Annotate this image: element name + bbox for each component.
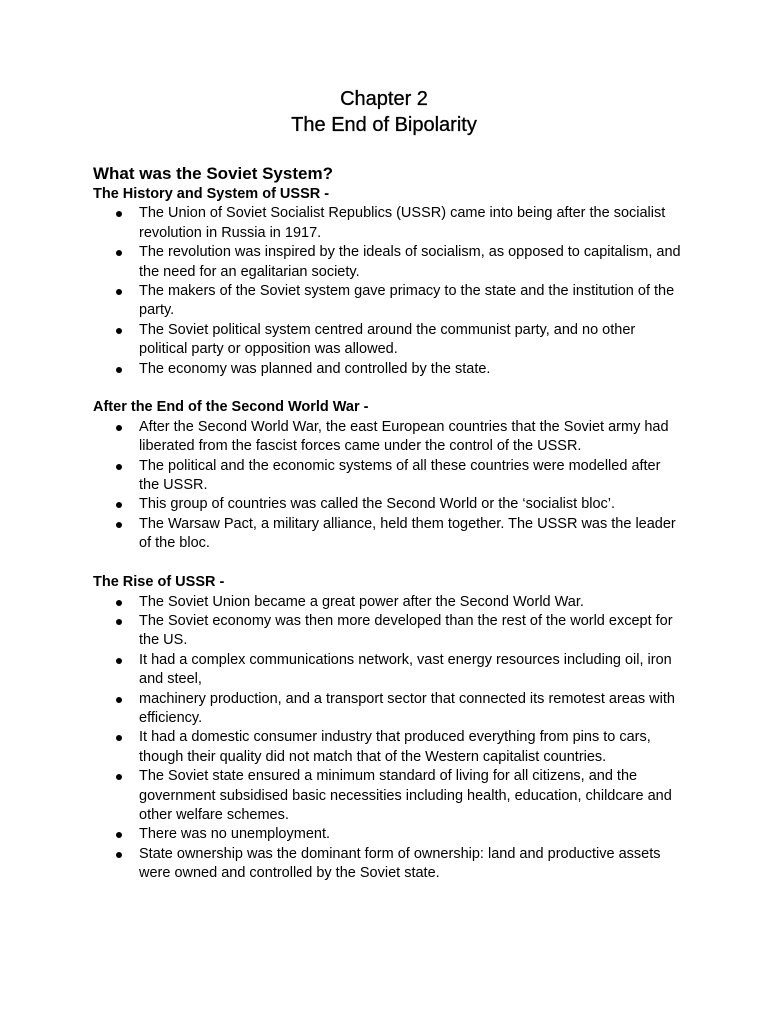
list-item-text: The makers of the Soviet system gave primacy to the state and the institution of the party. [139,283,675,319]
list-item [93,593,683,612]
list-item-text: After the Second World War, the east European countries that the Soviet army had liberated from the fascist forces came under the control of the USSR. [139,418,669,455]
list-item-text: machinery production, and a transport sector that connected its remotest areas with efficiency. [139,690,675,726]
list-item [93,418,683,457]
bullet-icon [116,464,122,470]
list-item [93,360,683,379]
subsection-history-system [93,185,683,379]
bullet-icon [116,425,122,431]
list-item [93,612,683,651]
list-item-text: The political and the economic systems of all these countries were modelled after the USSR. [139,457,661,494]
bullet-list [93,204,683,379]
bullet-icon [116,502,122,508]
bullet-icon [116,852,122,858]
list-item-text: There was no unemployment. [139,826,331,843]
bullet-list [93,418,683,554]
paragraph-spacer [93,379,683,398]
bullet-icon [116,658,122,664]
list-item [93,243,683,282]
bullet-list [93,593,683,884]
bullet-icon [116,619,122,625]
chapter-title-block [0,86,768,138]
list-item-text: It had a complex communications network, vast energy resources including oil, iron and steel, [139,651,672,688]
list-item-text: The Warsaw Pact, a military alliance, held them together. The USSR was the leader of the bloc. [139,515,676,552]
list-item [93,515,683,554]
list-item-text: The Soviet political system centred around the communist party, and no other political party or opposition was allowed. [139,321,636,358]
list-item [93,204,683,243]
bullet-icon [116,697,122,703]
list-item [93,728,683,767]
subsection-heading: After the End of the Second World War - [93,399,369,416]
bullet-icon [116,522,122,528]
bullet-icon [116,367,122,373]
list-item-text: This group of countries was called the Second World or the ‘socialist bloc’. [139,496,616,513]
bullet-icon [116,600,122,606]
list-item-text: The Soviet economy was then more developed than the rest of the world except for the US. [139,612,673,649]
bullet-icon [116,832,122,838]
list-item [93,495,683,514]
list-item-text: The Soviet Union became a great power after the Second World War. [139,593,584,610]
subsection-after-war [93,398,683,553]
list-item-text: The Soviet state ensured a minimum standard of living for all citizens, and the government subsidised basic necessities including health, education, childcare and other welfare schemes. [139,768,672,823]
list-item [93,321,683,360]
chapter-title: The End of Bipolarity [291,114,477,136]
bullet-icon [116,774,122,780]
bullet-icon [116,211,122,217]
chapter-number: Chapter 2 [340,88,428,110]
list-item [93,457,683,496]
list-item [93,690,683,729]
list-item [93,825,683,844]
section-heading: What was the Soviet System? [93,164,333,183]
list-item [93,651,683,690]
list-item-text: The economy was planned and controlled by the state. [139,360,491,377]
subsection-rise-of-ussr [93,573,683,884]
bullet-icon [116,735,122,741]
bullet-icon [116,250,122,256]
list-item [93,767,683,825]
list-item [93,282,683,321]
list-item-text: The revolution was inspired by the ideals of socialism, as opposed to capitalism, and the need for an egalitarian society. [139,244,681,280]
subsection-heading: The Rise of USSR - [93,574,225,591]
document-body [93,163,683,884]
list-item-text: State ownership was the dominant form of ownership: land and productive assets were owned and controlled by the Soviet state. [139,845,661,882]
list-item-text: It had a domestic consumer industry that produced everything from pins to cars, though their quality did not match that of the Western capitalist countries. [139,729,651,765]
list-item [93,845,683,884]
paragraph-spacer [93,554,683,573]
list-item-text: The Union of Soviet Socialist Republics (USSR) came into being after the socialist revolution in Russia in 1917. [139,205,666,241]
bullet-icon [116,328,122,334]
bullet-icon [116,289,122,295]
subsection-heading: The History and System of USSR - [93,186,330,202]
